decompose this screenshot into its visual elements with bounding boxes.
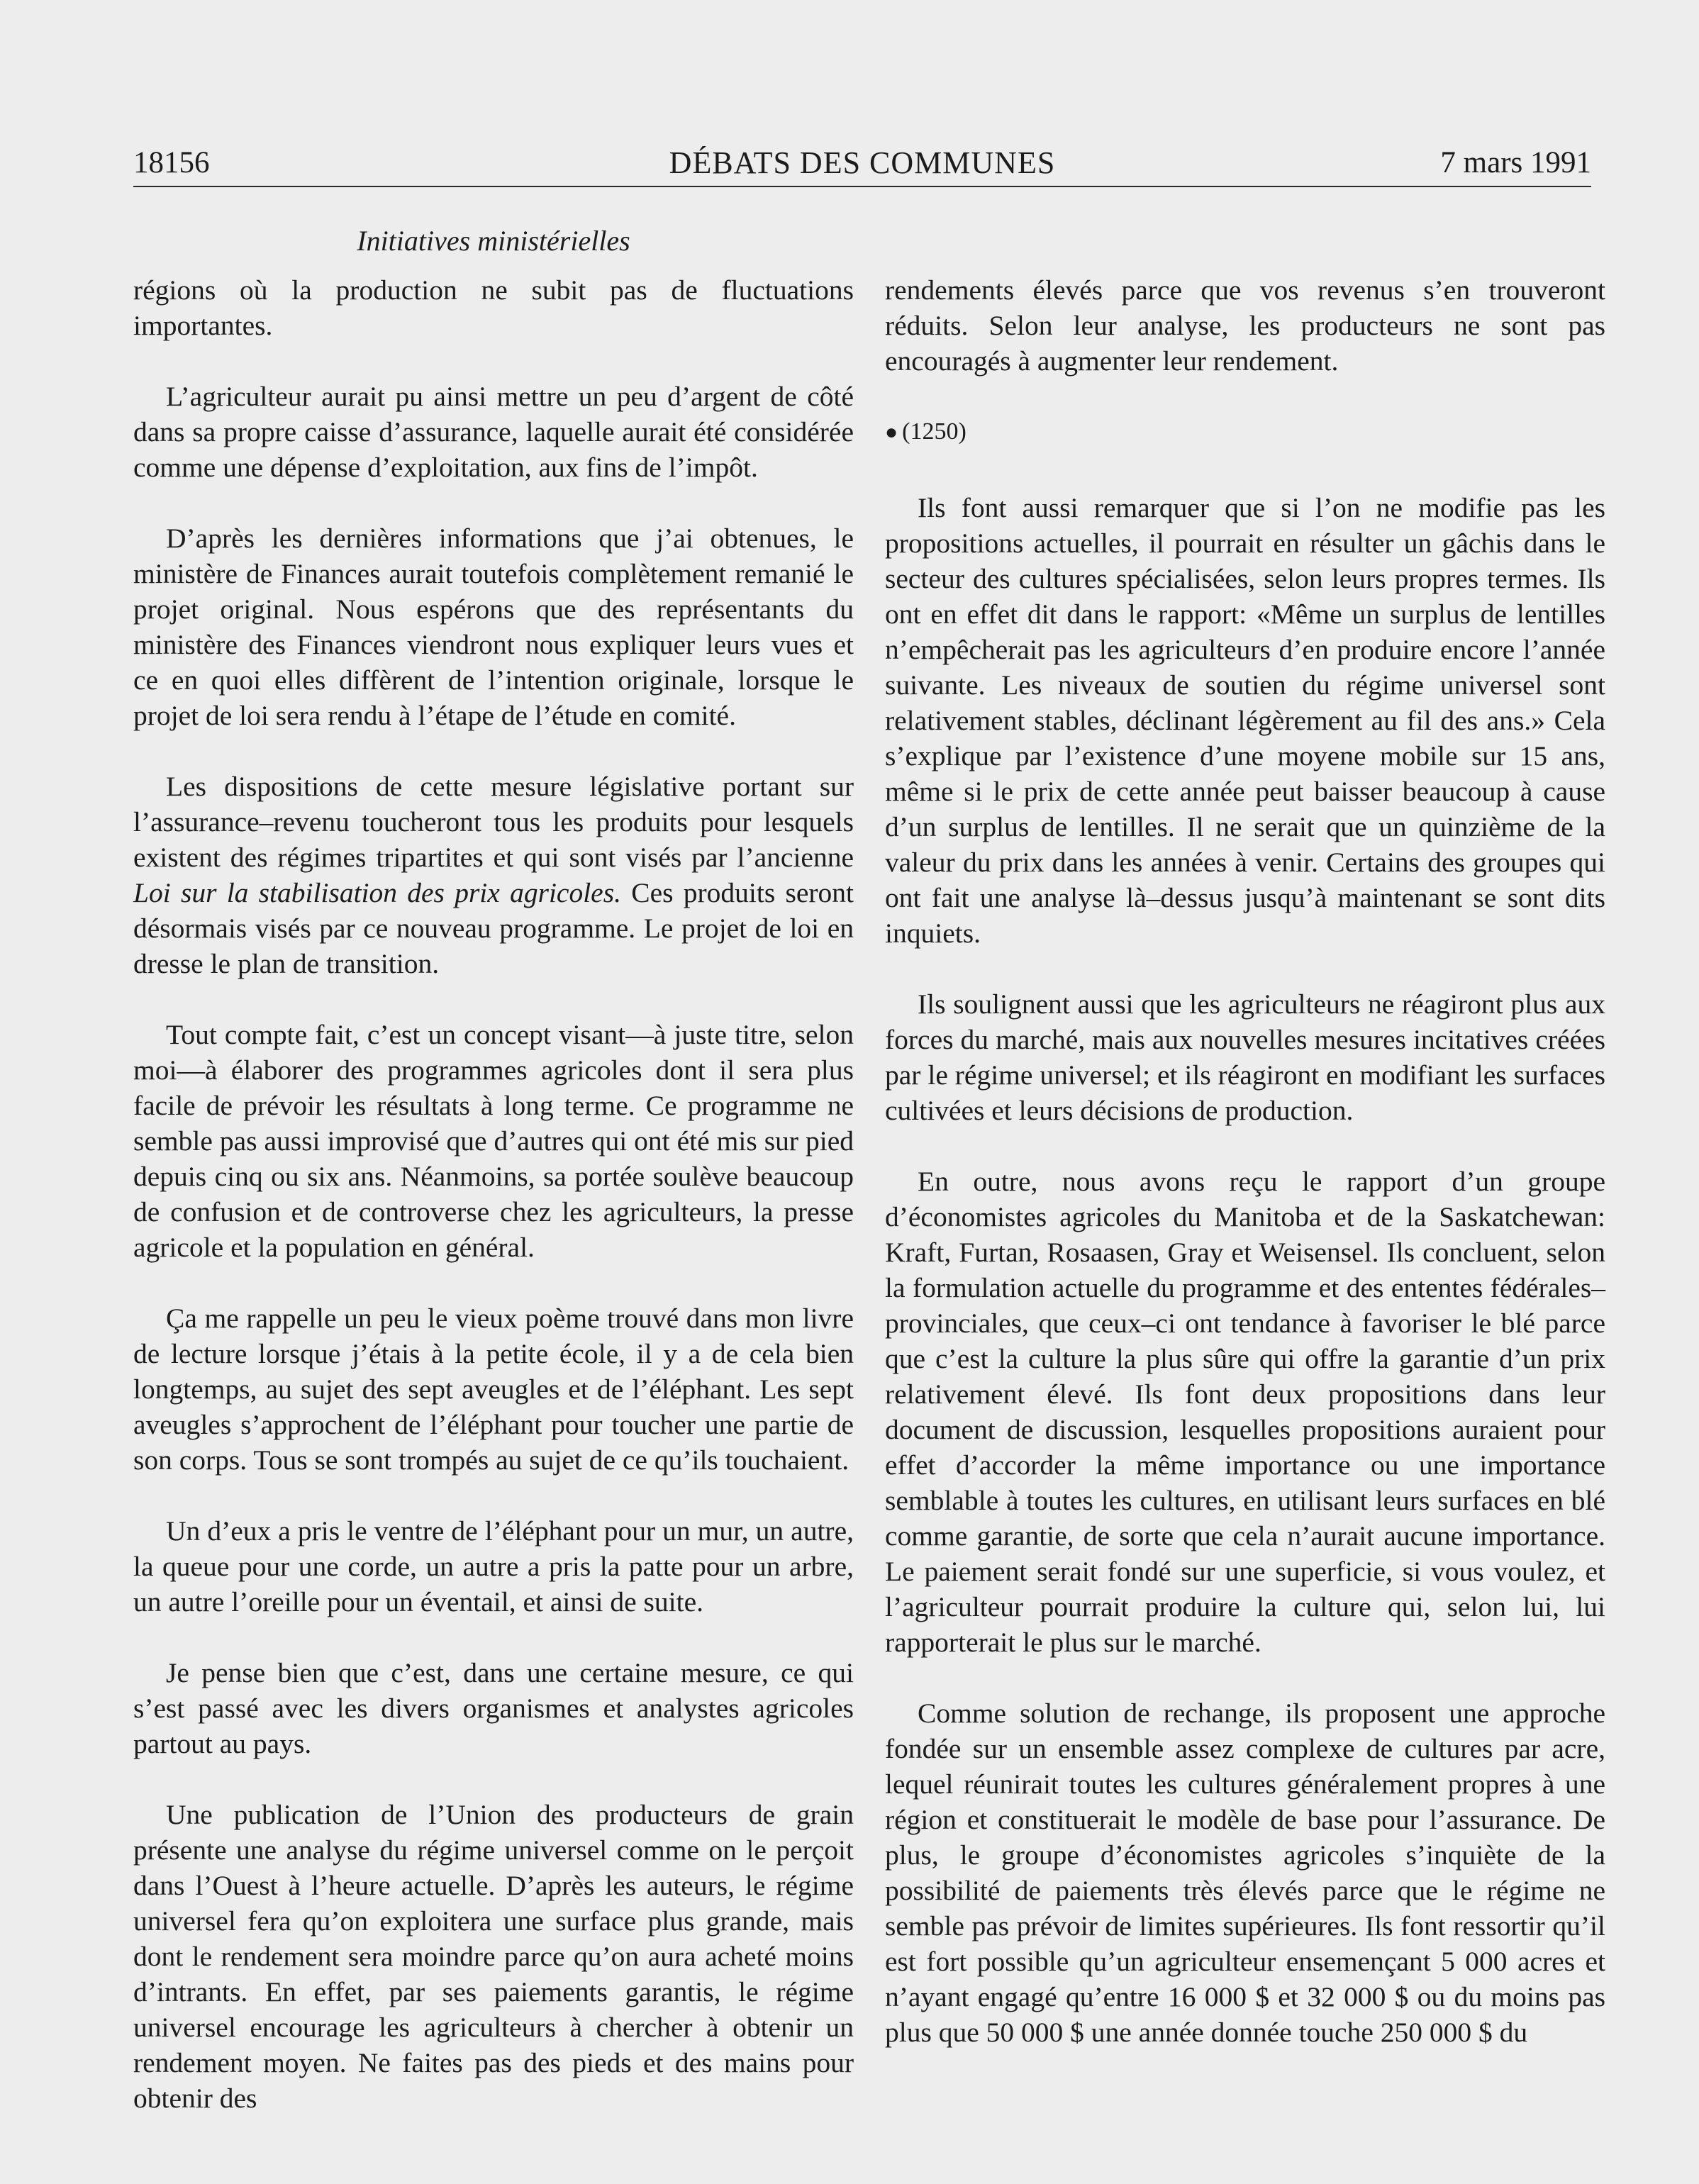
paragraph: Un d’eux a pris le ventre de l’éléphant pour un mur, un autre, la queue pour une corde, un autre a pris la patte pour un arbre, un autre l’oreille pour un éventail, et ainsi de suite.	[133, 1515, 854, 1617]
paragraph: Ils soulignent aussi que les agriculteurs ne réagiront plus aux forces du marché, mais aux nouvelles mesures incitatives créées par le régime universel; et ils réagiront en modifiant les surfaces cultivées et leurs décisions de production.	[885, 988, 1605, 1126]
paragraph: régions où la production ne subit pas de fluctuations importantes.	[133, 274, 854, 341]
page-number: 18156	[133, 146, 210, 179]
right-column	[885, 272, 1605, 2050]
time-marker-text: (1250)	[902, 418, 967, 445]
paragraph: Tout compte fait, c’est un concept visant—à juste titre, selon moi—à élaborer des programmes agricoles dont il sera plus facile de prévoir les résultats à long terme. Ce programme ne semble pas aussi improvisé que d’autres qui ont été mis sur pied depuis cinq ou six ans. Néanmoins, sa portée soulève beaucoup de confusion et de controverse chez les agriculteurs, la presse agricole et la population en général.	[133, 1019, 854, 1263]
paragraph-text: Ces produits seront désormais visés par ce nouveau programme. Le projet de loi en dresse le plan de transition.	[133, 877, 854, 979]
paragraph-text: Les dispositions de cette mesure législative portant sur l’assurance–revenu toucheront tous les produits pour lesquels existent des régimes tripartites et qui sont visés par l’ancienne	[133, 771, 854, 873]
paragraph: rendements élevés parce que vos revenus s’en trouveront réduits. Selon leur analyse, les producteurs ne sont pas encouragés à augmenter leur rendement.	[885, 274, 1605, 377]
paragraph: L’agriculteur aurait pu ainsi mettre un peu d’argent de côté dans sa propre caisse d’assurance, laquelle aurait été considérée comme une dépense d’exploitation, aux fins de l’impôt.	[133, 381, 854, 483]
page-header	[133, 142, 1591, 184]
paragraph: D’après les dernières informations que j’ai obtenues, le ministère de Finances aurait toutefois complètement remanié le projet original. Nous espérons que des représentants du ministère des Finances viendront nous expliquer leurs vues et ce en quoi elles diffèrent de l’intention originale, lorsque le projet de loi sera rendu à l’étape de l’étude en comité.	[133, 523, 854, 731]
paragraph: Je pense bien que c’est, dans une certaine mesure, ce qui s’est passé avec les divers organismes et analystes agricoles partout au pays.	[133, 1657, 854, 1759]
paragraph: En outre, nous avons reçu le rapport d’un groupe d’économistes agricoles du Manitoba et de la Saskatchewan: Kraft, Furtan, Rosaasen, Gray et Weisensel. Ils concluent, selon la formulation actuelle du programme et des ententes fédérales–provinciales, que ceux–ci ont tendance à favoriser le blé parce que c’est la culture la plus sûre qui offre la garantie d’un prix relativement élevé. Ils font deux propositions dans leur document de discussion, lesquelles propositions auraient pour effet d’accorder la même importance ou une importance semblable à toutes les cultures, en utilisant leurs surfaces en blé comme garantie, de sorte que cela n’aurait aucune importance. Le paiement serait fondé sur une superficie, si vous voulez, et l’agriculteur pourrait produire la culture qui, selon lui, lui rapporterait le plus sur le marché.	[885, 1166, 1605, 1658]
paragraph: Ils font aussi remarquer que si l’on ne modifie pas les propositions actuelles, il pourrait en résulter un gâchis dans le secteur des cultures spécialisées, selon leurs propres termes. Ils ont en effet dit dans le rapport: «Même un surplus de lentilles n’empêcherait pas les agriculteurs d’en produire encore l’année suivante. Les niveaux de soutien du régime universel sont relativement stables, déclinant légèrement au fil des ans.» Cela s’explique par l’existence d’une moyene mobile sur 15 ans, même si le prix de cette année peut baisser beaucoup à cause d’un surplus de lentilles. Il ne serait que un quinzième de la valeur du prix dans les années à venir. Certains des groupes qui ont fait une analyse là–dessus jusqu’à maintenant se sont dits inquiets.	[885, 492, 1605, 949]
publication-date: 7 mars 1991	[1440, 146, 1591, 179]
act-title: Loi sur la stabilisation des prix agricoles.	[133, 877, 621, 908]
header-rule	[133, 186, 1591, 187]
publication-title: DÉBATS DES COMMUNES	[669, 145, 1056, 180]
paragraph: Ça me rappelle un peu le vieux poème trouvé dans mon livre de lecture lorsque j’étais à la petite école, il y a de cela bien longtemps, au sujet des sept aveugles et de l’éléphant. Les sept aveugles s’approchent de l’éléphant pour toucher une partie de son corps. Tous se sont trompés au sujet de ce qu’ils touchaient.	[133, 1303, 854, 1476]
paragraph	[133, 769, 854, 981]
bullet-icon: ●	[885, 420, 898, 444]
section-title: Initiatives ministérielles	[357, 225, 630, 257]
paragraph: Une publication de l’Union des producteurs de grain présente une analyse du régime universel comme on le perçoit dans l’Ouest à l’heure actuelle. D’après les auteurs, le régime universel fera qu’on exploitera une surface plus grande, mais dont le rendement sera moindre parce qu’on aura acheté moins d’intrants. En effet, par ses paiements garantis, le régime universel encourage les agriculteurs à chercher à obtenir un rendement moyen. Ne faites pas des pieds et des mains pour obtenir des	[133, 1799, 854, 2114]
paragraph: Comme solution de rechange, ils proposent une approche fondée sur un ensemble assez complexe de cultures par acre, lequel réunirait toutes les cultures généralement propres à une région et constituerait le modèle de base pour l’assurance. De plus, le groupe d’économistes agricoles s’inquiète de la possibilité de paiements très élevés parce que le régime ne semble pas prévoir de limites supérieures. Ils font ressortir qu’il est fort possible qu’un agriculteur ensemençant 5 000 acres et n’ayant engagé qu’entre 16 000 $ et 32 000 $ ou du moins pas plus que 50 000 $ une année donnée touche 250 000 $ du	[885, 1698, 1605, 2048]
time-marker	[885, 414, 1605, 450]
left-column	[133, 272, 854, 2116]
